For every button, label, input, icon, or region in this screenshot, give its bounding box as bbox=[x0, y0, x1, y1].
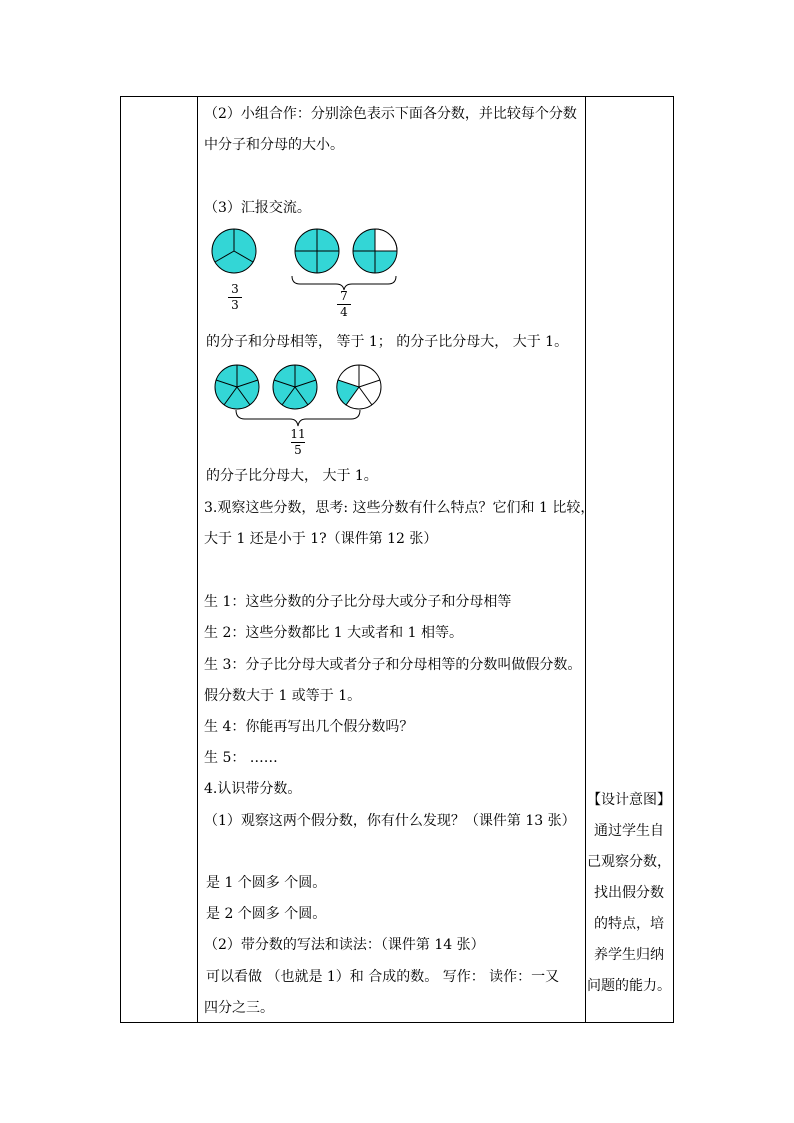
text-line: （2）带分数的写法和读法：（课件第 14 张） bbox=[204, 937, 485, 953]
text-line: 生 4：你能再写出几个假分数吗？ bbox=[204, 719, 414, 735]
text-line: 4.认识带分数。 bbox=[204, 781, 302, 797]
design-intent-title: 【设计意图】 bbox=[587, 792, 671, 808]
design-intent-line: 找出假分数 bbox=[594, 885, 664, 901]
text-line: 大于 1 还是小于 1?（课件第 12 张） bbox=[204, 531, 438, 547]
circle-1-5 bbox=[336, 364, 382, 410]
brace-11-5 bbox=[234, 410, 364, 426]
text-line: 3.观察这些分数，思考: 这些分数有什么特点？它们和 1 比较， bbox=[204, 500, 595, 516]
design-intent bbox=[586, 785, 672, 1002]
text-line: 假分数大于 1 或等于 1。 bbox=[204, 688, 362, 704]
text-line: 四分之三。 bbox=[204, 1000, 274, 1016]
design-intent-line: 通过学生自 bbox=[594, 823, 664, 839]
circle-3-4 bbox=[352, 228, 398, 274]
design-intent-line: 问题的能力。 bbox=[587, 978, 671, 994]
text-line: 生 1：这些分数的分子比分母大或分子和分母相等 bbox=[204, 594, 512, 610]
brace-7-4 bbox=[290, 276, 400, 290]
text-line: 可以看做 （也就是 1）和 合成的数。 写作： 读作：一又 bbox=[206, 969, 560, 985]
text-line: 生 2：这些分数都比 1 大或者和 1 相等。 bbox=[204, 625, 463, 641]
design-intent-line: 的特点，培 bbox=[594, 916, 664, 932]
design-intent-line: 养学生归纳 bbox=[594, 947, 664, 963]
text-line: （1）观察这两个假分数，你有什么发现？（课件第 13 张） bbox=[204, 813, 576, 829]
text-line: 的分子和分母相等， 等于 1； 的分子比分母大， 大于 1。 bbox=[206, 334, 569, 350]
circle-5-5-b bbox=[272, 364, 318, 410]
design-intent-line: 己观察分数， bbox=[587, 854, 671, 870]
text-line: （3）汇报交流。 bbox=[204, 200, 311, 216]
text-line: 是 2 个圆多 个圆。 bbox=[206, 906, 327, 922]
circle-5-5-a bbox=[214, 364, 260, 410]
text-line: 是 1 个圆多 个圆。 bbox=[206, 875, 327, 891]
fraction-11-5: 11 5 bbox=[290, 427, 306, 457]
circle-3-3 bbox=[211, 228, 257, 274]
text-line: （2）小组合作：分别涂色表示下面各分数，并比较每个分数 bbox=[204, 106, 577, 122]
text-line: 的分子比分母大， 大于 1。 bbox=[206, 468, 378, 484]
text-line: 中分子和分母的大小。 bbox=[204, 137, 344, 153]
fraction-7-4: 7 4 bbox=[334, 290, 354, 319]
fraction-3-3: 3 3 bbox=[225, 283, 245, 312]
circle-4-4-full bbox=[294, 228, 340, 274]
text-line: 生 3：分子比分母大或者分子和分母相等的分数叫做假分数。 bbox=[204, 657, 582, 673]
text-line: 生 5： …… bbox=[204, 750, 278, 766]
column-divider-1 bbox=[197, 97, 198, 1022]
